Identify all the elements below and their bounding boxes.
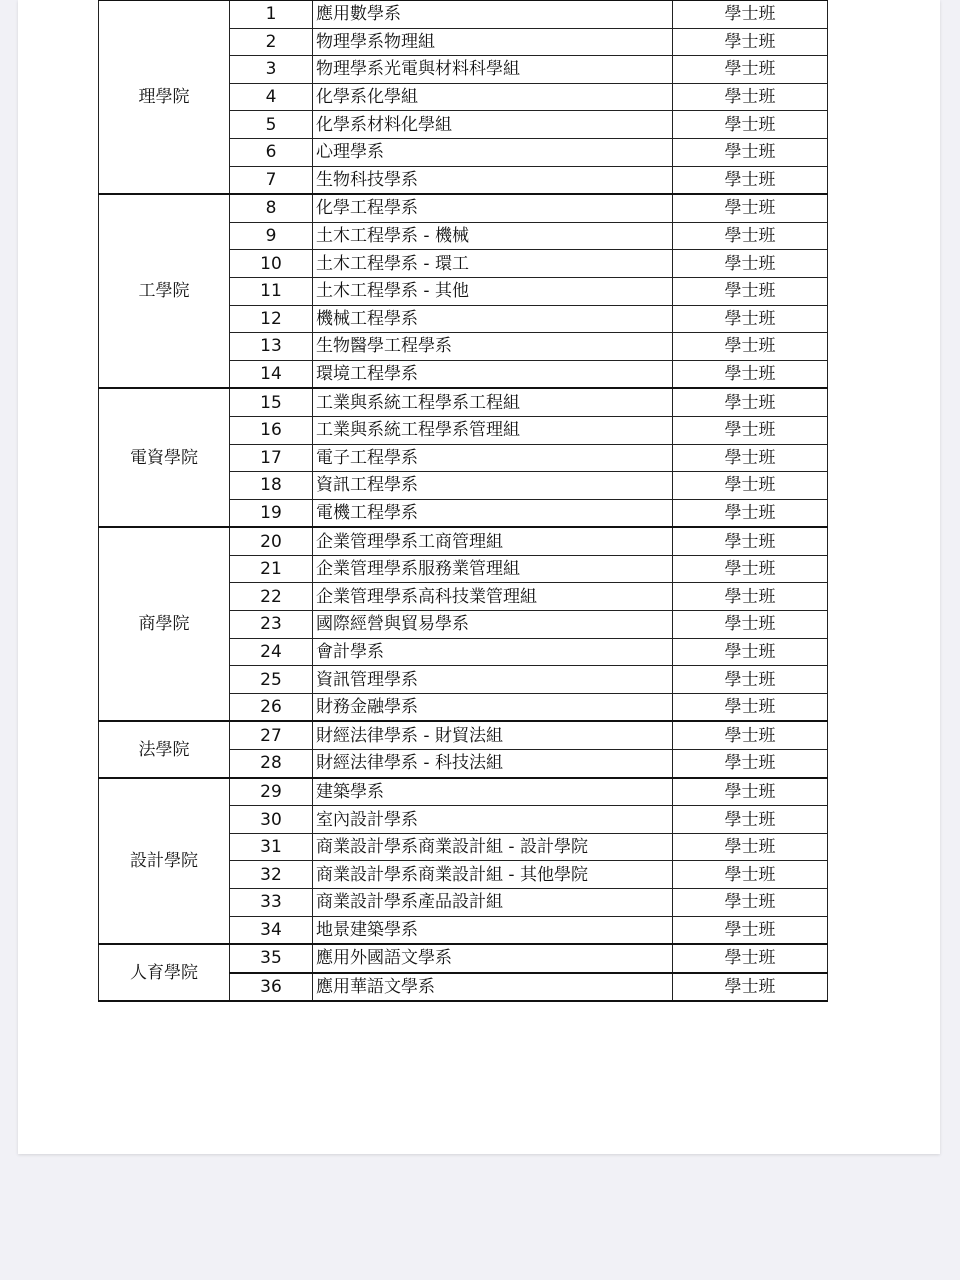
degree-cell: 學士班 bbox=[673, 638, 828, 666]
row-number-cell: 24 bbox=[230, 638, 313, 666]
department-name-cell: 電子工程學系 bbox=[313, 444, 673, 472]
department-name-cell: 資訊工程學系 bbox=[313, 472, 673, 500]
degree-cell: 學士班 bbox=[673, 973, 828, 1002]
row-number-cell: 20 bbox=[230, 527, 313, 555]
row-number-cell: 11 bbox=[230, 277, 313, 305]
college-cell: 設計學院 bbox=[99, 778, 230, 945]
degree-cell: 學士班 bbox=[673, 166, 828, 194]
degree-cell: 學士班 bbox=[673, 833, 828, 861]
row-number-cell: 22 bbox=[230, 583, 313, 611]
row-number-cell: 36 bbox=[230, 973, 313, 1002]
department-name-cell: 環境工程學系 bbox=[313, 360, 673, 388]
department-name-cell: 土木工程學系 - 環工 bbox=[313, 250, 673, 278]
department-name-cell: 心理學系 bbox=[313, 138, 673, 166]
degree-cell: 學士班 bbox=[673, 611, 828, 639]
row-number-cell: 18 bbox=[230, 472, 313, 500]
department-name-cell: 企業管理學系工商管理組 bbox=[313, 527, 673, 555]
degree-cell: 學士班 bbox=[673, 28, 828, 56]
row-number-cell: 6 bbox=[230, 138, 313, 166]
row-number-cell: 4 bbox=[230, 83, 313, 111]
row-number-cell: 32 bbox=[230, 861, 313, 889]
department-name-cell: 工業與系統工程學系工程組 bbox=[313, 388, 673, 416]
department-name-cell: 化學系材料化學組 bbox=[313, 111, 673, 139]
degree-cell: 學士班 bbox=[673, 889, 828, 917]
department-name-cell: 化學系化學組 bbox=[313, 83, 673, 111]
department-name-cell: 機械工程學系 bbox=[313, 305, 673, 333]
row-number-cell: 30 bbox=[230, 806, 313, 834]
department-name-cell: 國際經營與貿易學系 bbox=[313, 611, 673, 639]
degree-cell: 學士班 bbox=[673, 388, 828, 416]
degree-cell: 學士班 bbox=[673, 138, 828, 166]
department-name-cell: 財經法律學系 - 科技法組 bbox=[313, 750, 673, 778]
department-name-cell: 財經法律學系 - 財貿法組 bbox=[313, 721, 673, 749]
degree-cell: 學士班 bbox=[673, 555, 828, 583]
degree-cell: 學士班 bbox=[673, 250, 828, 278]
department-name-cell: 物理學系光電與材料科學組 bbox=[313, 56, 673, 84]
degree-cell: 學士班 bbox=[673, 333, 828, 361]
row-number-cell: 25 bbox=[230, 666, 313, 694]
degree-cell: 學士班 bbox=[673, 0, 828, 28]
row-number-cell: 1 bbox=[230, 0, 313, 28]
degree-cell: 學士班 bbox=[673, 944, 828, 973]
row-number-cell: 31 bbox=[230, 833, 313, 861]
college-cell: 法學院 bbox=[99, 721, 230, 777]
row-number-cell: 23 bbox=[230, 611, 313, 639]
department-name-cell: 工業與系統工程學系管理組 bbox=[313, 416, 673, 444]
row-number-cell: 16 bbox=[230, 416, 313, 444]
department-name-cell: 應用外國語文學系 bbox=[313, 944, 673, 973]
degree-cell: 學士班 bbox=[673, 472, 828, 500]
degree-cell: 學士班 bbox=[673, 222, 828, 250]
department-name-cell: 資訊管理學系 bbox=[313, 666, 673, 694]
row-number-cell: 3 bbox=[230, 56, 313, 84]
degree-cell: 學士班 bbox=[673, 693, 828, 721]
row-number-cell: 12 bbox=[230, 305, 313, 333]
college-cell: 電資學院 bbox=[99, 388, 230, 527]
row-number-cell: 5 bbox=[230, 111, 313, 139]
table-row bbox=[99, 778, 828, 806]
row-number-cell: 28 bbox=[230, 750, 313, 778]
row-number-cell: 34 bbox=[230, 916, 313, 944]
degree-cell: 學士班 bbox=[673, 416, 828, 444]
department-name-cell: 土木工程學系 - 機械 bbox=[313, 222, 673, 250]
department-name-cell: 商業設計學系產品設計組 bbox=[313, 889, 673, 917]
degree-cell: 學士班 bbox=[673, 666, 828, 694]
degree-cell: 學士班 bbox=[673, 194, 828, 222]
department-name-cell: 物理學系物理組 bbox=[313, 28, 673, 56]
department-name-cell: 土木工程學系 - 其他 bbox=[313, 277, 673, 305]
degree-cell: 學士班 bbox=[673, 277, 828, 305]
row-number-cell: 26 bbox=[230, 693, 313, 721]
department-name-cell: 會計學系 bbox=[313, 638, 673, 666]
department-name-cell: 室內設計學系 bbox=[313, 806, 673, 834]
college-cell: 商學院 bbox=[99, 527, 230, 721]
row-number-cell: 19 bbox=[230, 499, 313, 527]
row-number-cell: 35 bbox=[230, 944, 313, 973]
department-name-cell: 企業管理學系高科技業管理組 bbox=[313, 583, 673, 611]
row-number-cell: 14 bbox=[230, 360, 313, 388]
department-name-cell: 生物醫學工程學系 bbox=[313, 333, 673, 361]
degree-cell: 學士班 bbox=[673, 83, 828, 111]
college-cell: 工學院 bbox=[99, 194, 230, 388]
row-number-cell: 7 bbox=[230, 166, 313, 194]
degree-cell: 學士班 bbox=[673, 305, 828, 333]
degree-cell: 學士班 bbox=[673, 527, 828, 555]
college-cell: 理學院 bbox=[99, 0, 230, 194]
department-table bbox=[98, 0, 828, 1002]
row-number-cell: 15 bbox=[230, 388, 313, 416]
table-row bbox=[99, 388, 828, 416]
department-name-cell: 建築學系 bbox=[313, 778, 673, 806]
table-row bbox=[99, 944, 828, 973]
row-number-cell: 8 bbox=[230, 194, 313, 222]
row-number-cell: 2 bbox=[230, 28, 313, 56]
department-table-body bbox=[99, 0, 828, 1001]
degree-cell: 學士班 bbox=[673, 916, 828, 944]
department-name-cell: 商業設計學系商業設計組 - 設計學院 bbox=[313, 833, 673, 861]
degree-cell: 學士班 bbox=[673, 806, 828, 834]
department-name-cell: 地景建築學系 bbox=[313, 916, 673, 944]
degree-cell: 學士班 bbox=[673, 750, 828, 778]
department-name-cell: 商業設計學系商業設計組 - 其他學院 bbox=[313, 861, 673, 889]
degree-cell: 學士班 bbox=[673, 583, 828, 611]
row-number-cell: 33 bbox=[230, 889, 313, 917]
degree-cell: 學士班 bbox=[673, 444, 828, 472]
department-name-cell: 企業管理學系服務業管理組 bbox=[313, 555, 673, 583]
row-number-cell: 27 bbox=[230, 721, 313, 749]
row-number-cell: 17 bbox=[230, 444, 313, 472]
department-name-cell: 生物科技學系 bbox=[313, 166, 673, 194]
degree-cell: 學士班 bbox=[673, 778, 828, 806]
table-row bbox=[99, 721, 828, 749]
document-page bbox=[18, 0, 940, 1154]
degree-cell: 學士班 bbox=[673, 111, 828, 139]
degree-cell: 學士班 bbox=[673, 861, 828, 889]
department-name-cell: 電機工程學系 bbox=[313, 499, 673, 527]
degree-cell: 學士班 bbox=[673, 499, 828, 527]
row-number-cell: 9 bbox=[230, 222, 313, 250]
degree-cell: 學士班 bbox=[673, 721, 828, 749]
table-row bbox=[99, 527, 828, 555]
degree-cell: 學士班 bbox=[673, 360, 828, 388]
department-name-cell: 應用華語文學系 bbox=[313, 973, 673, 1002]
row-number-cell: 29 bbox=[230, 778, 313, 806]
degree-cell: 學士班 bbox=[673, 56, 828, 84]
department-name-cell: 財務金融學系 bbox=[313, 693, 673, 721]
row-number-cell: 13 bbox=[230, 333, 313, 361]
table-row bbox=[99, 0, 828, 28]
row-number-cell: 21 bbox=[230, 555, 313, 583]
college-cell: 人育學院 bbox=[99, 944, 230, 1001]
department-name-cell: 化學工程學系 bbox=[313, 194, 673, 222]
row-number-cell: 10 bbox=[230, 250, 313, 278]
department-name-cell: 應用數學系 bbox=[313, 0, 673, 28]
table-row bbox=[99, 194, 828, 222]
